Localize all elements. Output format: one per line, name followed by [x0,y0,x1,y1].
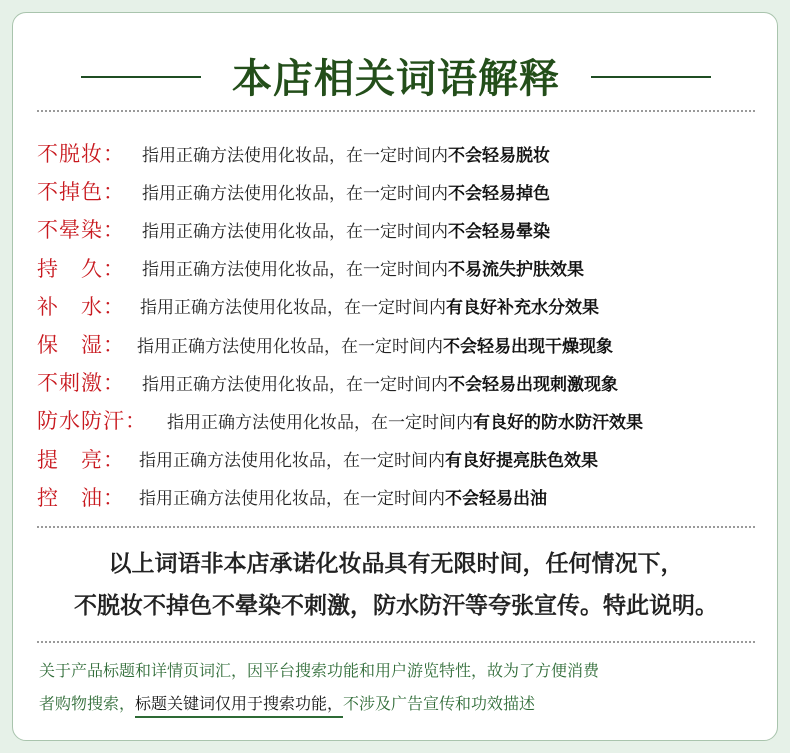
term-row [37,249,772,287]
term-label: 不晕染： [37,218,125,243]
term-description: 指用正确方法使用化妆品，在一定时间内不会轻易出现干燥现象 [137,336,613,357]
term-row [37,172,772,210]
term-description: 指用正确方法使用化妆品，在一定时间内有良好提亮肤色效果 [139,451,598,472]
term-row [37,363,772,401]
title-block [13,49,779,109]
divider-bottom [37,641,755,643]
page-title: 本店相关词语解释 [232,56,560,102]
term-description: 指用正确方法使用化妆品，在一定时间内不会轻易出现刺激现象 [142,374,618,395]
term-description: 指用正确方法使用化妆品，在一定时间内不会轻易晕染 [142,221,550,242]
notice-line-2: 不脱妆不掉色不晕染不刺激，防水防汗等夸张宣传。特此说明。 [74,593,718,619]
term-row [37,325,772,363]
footer-text: 不涉及广告宣传和功效描述 [343,694,536,713]
title-rule-right [591,76,711,78]
term-description: 指用正确方法使用化妆品，在一定时间内有良好的防水防汗效果 [167,412,643,433]
term-label: 不刺激： [37,371,125,396]
term-label: 提 亮： [37,447,125,472]
explanation-card [12,12,778,741]
term-label: 补 水： [37,294,125,319]
term-description: 指用正确方法使用化妆品，在一定时间内不易流失护肤效果 [142,260,584,281]
term-label: 防水防汗： [37,409,147,434]
term-row [37,287,772,325]
term-label: 持 久： [37,256,125,281]
term-label: 控 油： [37,485,125,510]
term-description: 指用正确方法使用化妆品，在一定时间内有良好补充水分效果 [140,298,599,319]
term-row [37,478,772,516]
divider-middle [37,526,755,528]
footer-highlight: 标题关键词仅用于搜索功能， [135,694,343,718]
term-row [37,440,772,478]
footer-line-1: 关于产品标题和详情页词汇，因平台搜索功能和用户游览特性，故为了方便消费 [39,661,600,680]
notice-line-1: 以上词语非本店承诺化妆品具有无限时间，任何情况下， [108,551,684,577]
term-description: 指用正确方法使用化妆品，在一定时间内不会轻易脱妆 [142,145,550,166]
term-row [37,401,772,439]
footer-line-2 [39,689,759,719]
term-label: 不脱妆： [37,142,125,167]
term-label: 保 湿： [37,333,125,358]
divider-top [37,110,755,112]
term-row [37,134,772,172]
term-label: 不掉色： [37,180,125,205]
footer-text: 者购物搜索， [39,694,136,713]
term-list [37,134,772,516]
term-description: 指用正确方法使用化妆品，在一定时间内不会轻易掉色 [142,183,550,204]
term-description: 指用正确方法使用化妆品，在一定时间内不会轻易出油 [139,489,547,510]
term-row [37,210,772,248]
